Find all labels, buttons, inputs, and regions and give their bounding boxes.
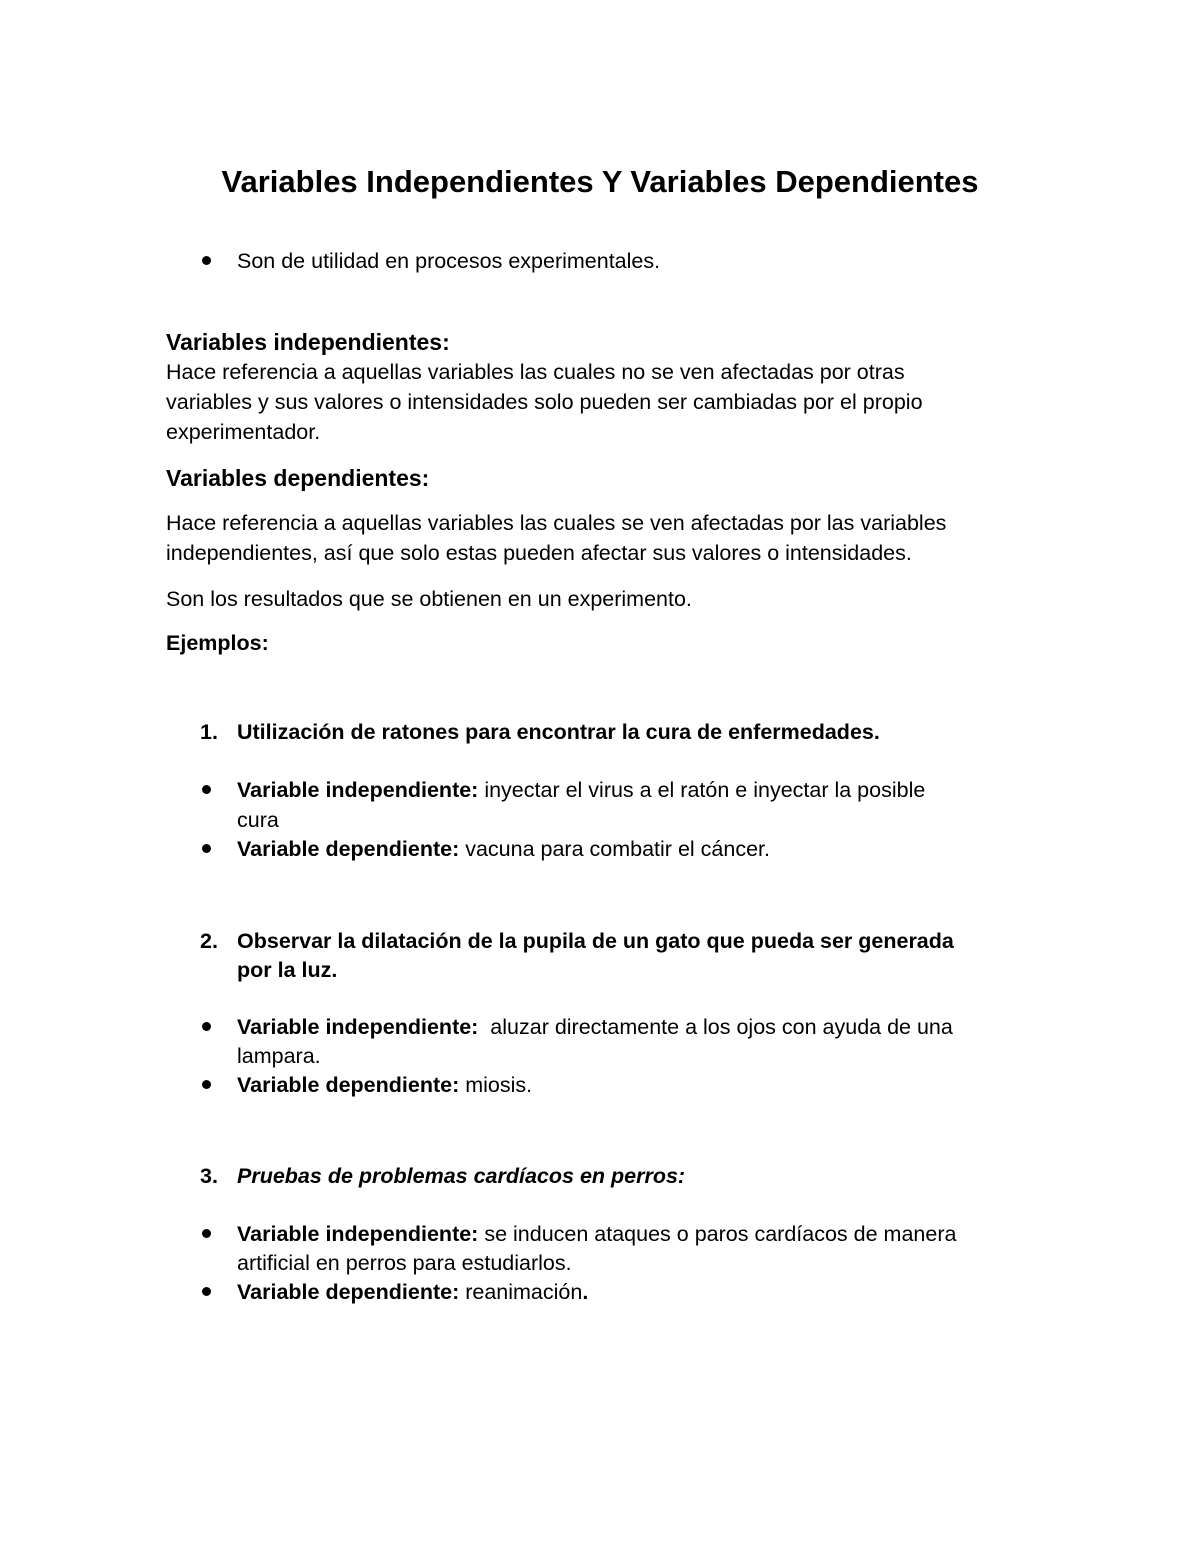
dep-text: miosis. (465, 1073, 533, 1097)
indep-text-cont: lampara. (237, 1044, 321, 1068)
dependientes-line: independientes, así que solo estas pueden afectar sus valores o intensidades. (166, 541, 912, 565)
example-indep (237, 775, 925, 805)
example-number: 3. (200, 1164, 218, 1188)
bullet-icon (202, 1229, 211, 1238)
indep-text: inyectar el virus a el ratón e inyectar la posible (484, 778, 926, 802)
indep-text: aluzar directamente a los ojos con ayuda de una (490, 1015, 953, 1039)
dep-label: Variable dependiente: (237, 837, 460, 861)
bullet-icon (202, 785, 211, 794)
dependientes-heading: Variables dependientes: (166, 465, 430, 491)
dep-suffix: . (582, 1280, 589, 1304)
bullet-icon (202, 1080, 211, 1089)
indep-label: Variable independiente: (237, 778, 479, 802)
dep-label: Variable dependiente: (237, 1073, 460, 1097)
bullet-icon (202, 1287, 211, 1296)
example-dep (237, 1277, 588, 1307)
independientes-line: Hace referencia a aquellas variables las cuales no se ven afectadas por otras (166, 360, 905, 384)
indep-label: Variable independiente: (237, 1015, 479, 1039)
example-indep (237, 1012, 953, 1042)
bullet-icon (202, 844, 211, 853)
independientes-heading: Variables independientes: (166, 329, 450, 355)
example-title: Utilización de ratones para encontrar la cura de enfermedades. (237, 720, 880, 744)
example-dep (237, 1070, 532, 1100)
dep-text: vacuna para combatir el cáncer. (465, 837, 770, 861)
dependientes-line: Hace referencia a aquellas variables las cuales se ven afectadas por las variables (166, 511, 947, 535)
dep-text: reanimación (465, 1280, 583, 1304)
example-title: Observar la dilatación de la pupila de un gato que pueda ser generada (237, 929, 954, 953)
example-number: 2. (200, 929, 218, 953)
page-title: Variables Independientes Y Variables Dependientes (221, 164, 979, 199)
example-dep (237, 834, 770, 864)
independientes-line: variables y sus valores o intensidades solo pueden ser cambiadas por el propio (166, 390, 923, 414)
indep-label: Variable independiente: (237, 1222, 479, 1246)
bullet-icon (202, 1022, 211, 1031)
indep-text-cont: cura (237, 808, 279, 832)
example-number: 1. (200, 720, 218, 744)
dep-label: Variable dependiente: (237, 1280, 460, 1304)
independientes-line: experimentador. (166, 420, 321, 444)
indep-text: se inducen ataques o paros cardíacos de manera (484, 1222, 957, 1246)
ejemplos-label: Ejemplos: (166, 631, 269, 655)
dependientes-extra: Son los resultados que se obtienen en un experimento. (166, 587, 692, 611)
example-indep (237, 1219, 956, 1249)
example-title: Pruebas de problemas cardíacos en perros: (237, 1164, 686, 1188)
bullet-icon (202, 256, 211, 265)
example-title-cont: por la luz. (237, 958, 338, 982)
indep-text-cont: artificial en perros para estudiarlos. (237, 1251, 572, 1275)
intro-bullet-text: Son de utilidad en procesos experimentales. (237, 249, 661, 273)
